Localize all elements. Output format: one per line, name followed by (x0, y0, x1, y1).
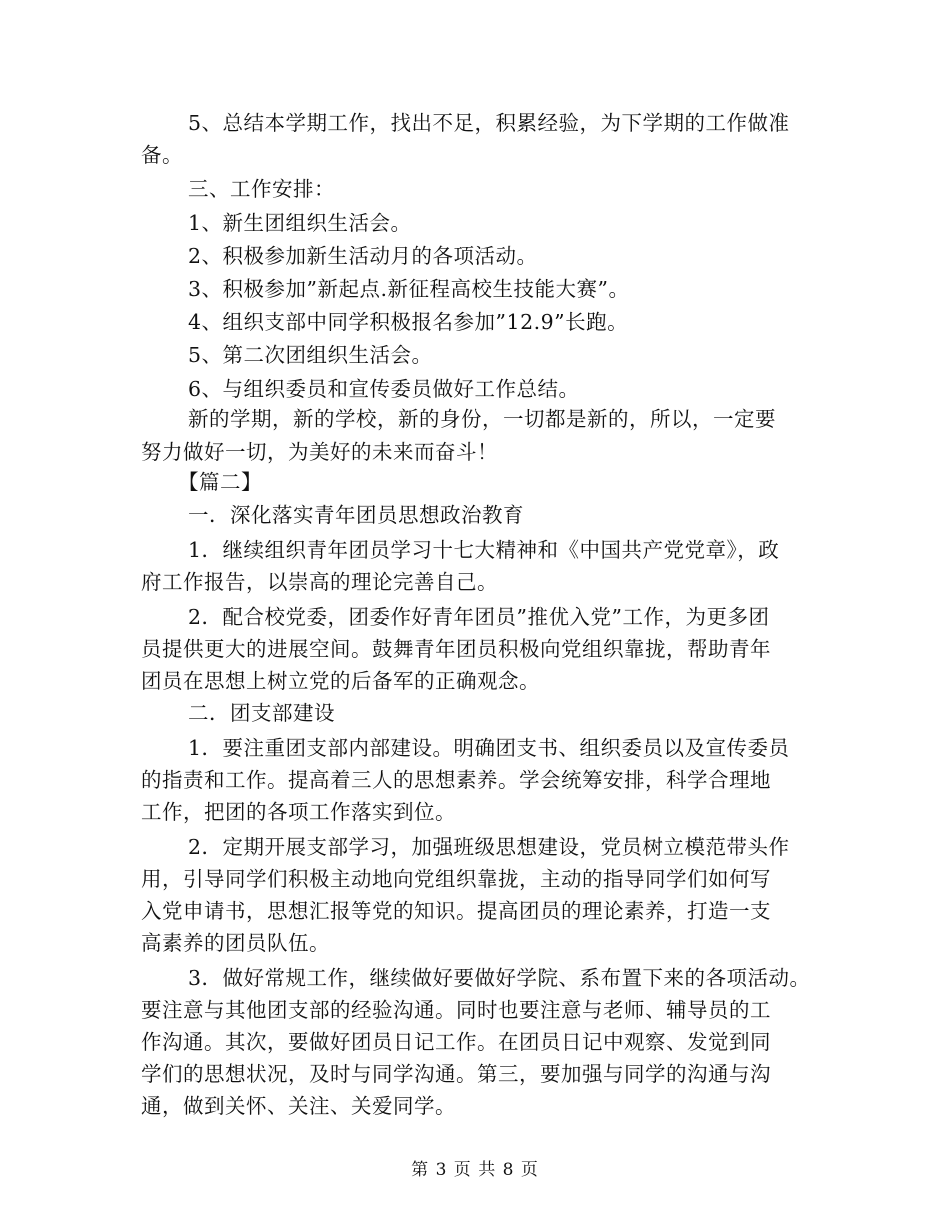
text-line: 3、积极参加”新起点.新征程高校生技能大赛”。 (188, 277, 630, 301)
text-line: 员提供更大的进展空间。鼓舞青年团员积极向党组织靠拢，帮助青年 (141, 637, 771, 661)
text-line: 努力做好一切，为美好的未来而奋斗！ (141, 440, 498, 464)
text-line: 的指责和工作。提高着三人的思想素养。学会统筹安排，科学合理地 (141, 768, 771, 792)
text-line: 高素养的团员队伍。 (141, 931, 330, 955)
text-line: 6、与组织委员和宣传委员做好工作总结。 (188, 377, 580, 401)
text-line: 二．团支部建设 (188, 701, 335, 725)
page-footer: 第 3 页 共 8 页 (411, 1160, 539, 1180)
text-line: 用，引导同学们积极主动地向党组织靠拢，主动的指导同学们如何写 (141, 867, 771, 891)
text-line: 三、工作安排： (188, 177, 335, 201)
text-line: 新的学期，新的学校，新的身份，一切都是新的，所以，一定要 (188, 407, 776, 431)
text-line: 1．继续组织青年团员学习十七大精神和《中国共产党党章》，政 (188, 538, 780, 562)
text-line: 1、新生团组织生活会。 (188, 211, 412, 235)
text-line: 团员在思想上树立党的后备军的正确观念。 (141, 669, 540, 693)
text-line: 府工作报告，以崇高的理论完善自己。 (141, 570, 498, 594)
text-line: 入党申请书，思想汇报等党的知识。提高团员的理论素养，打造一支 (141, 899, 771, 923)
text-line: 要注意与其他团支部的经验沟通。同时也要注意与老师、辅导员的工 (141, 998, 771, 1022)
section-heading: 【篇二】 (178, 470, 262, 494)
text-line: 一．深化落实青年团员思想政治教育 (188, 503, 524, 527)
text-line: 2、积极参加新生活动月的各项活动。 (188, 244, 538, 268)
text-line: 作沟通。其次，要做好团员日记工作。在团员日记中观察、发觉到同 (141, 1030, 771, 1054)
text-line: 通，做到关怀、关注、关爱同学。 (141, 1094, 456, 1118)
text-line: 1．要注重团支部内部建设。明确团支书、组织委员以及宣传委员 (188, 736, 790, 760)
text-line: 5、第二次团组织生活会。 (188, 343, 433, 367)
text-line: 2．定期开展支部学习，加强班级思想建设，党员树立模范带头作 (188, 835, 790, 859)
text-line: 学们的思想状况，及时与同学沟通。第三，要加强与同学的沟通与沟 (141, 1062, 771, 1086)
text-line: 工作，把团的各项工作落实到位。 (141, 800, 456, 824)
text-line: 2．配合校党委，团委作好青年团员”推优入党”工作，为更多团 (188, 605, 770, 629)
text-line: 4、组织支部中同学积极报名参加”12.9”长跑。 (188, 310, 629, 334)
text-line: 5、总结本学期工作，找出不足，积累经验，为下学期的工作做准 (188, 111, 790, 135)
text-line: 备。 (141, 143, 183, 167)
text-line: 3．做好常规工作，继续做好要做好学院、系布置下来的各项活动。 (188, 966, 811, 990)
